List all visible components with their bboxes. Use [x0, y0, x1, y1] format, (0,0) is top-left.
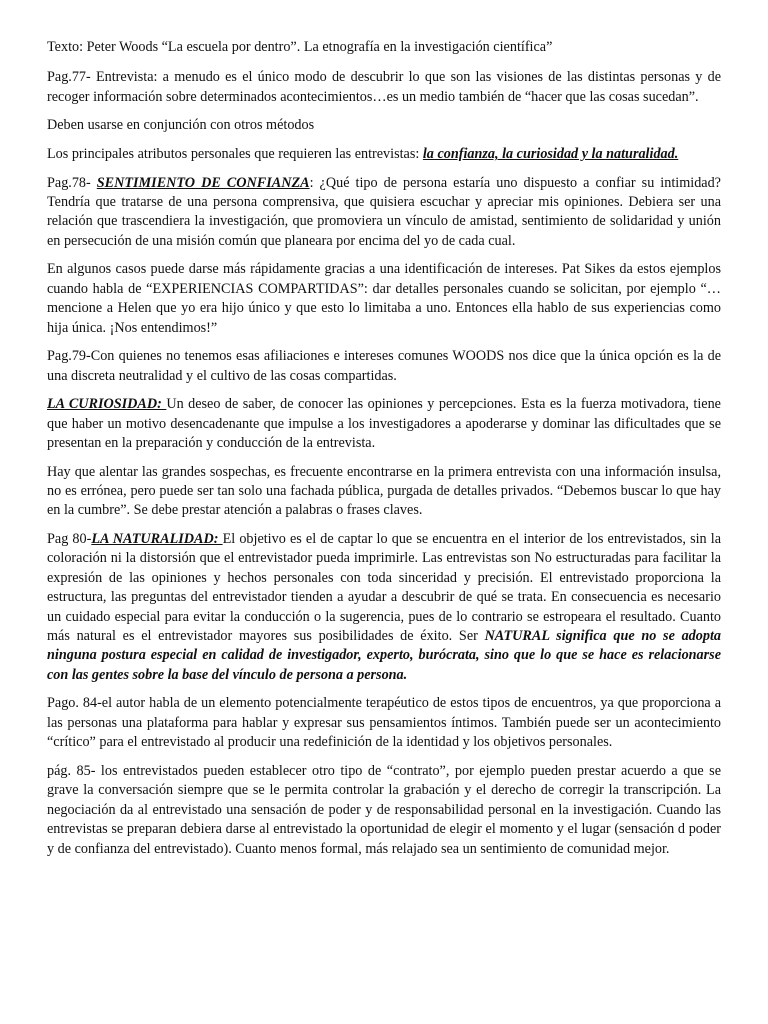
paragraph-atributos [47, 145, 721, 164]
paragraph-text: Un deseo de saber, de conocer las opiniones y percepciones. Esta es la fuerza motivadora, tiene que haber un motivo desencadenante que impulse a los investigadores a apoderarse y dominar las dificultades que se presentan en la preparación y conducción de la entrevista. [47, 396, 721, 452]
paragraph-text: Hay que alentar las grandes sospechas, es frecuente encontrarse en la primera entrevista con una información insulsa, no es errónea, pero puede ser tan solo una fachada pública, purgada de detalles privados. “Debemos buscar lo que hay en la cumbre”. Se debe prestar atención a palabras o frases claves. [47, 463, 721, 519]
section-heading-naturalidad: LA NATURALIDAD: [91, 531, 223, 548]
paragraph-text: Deben usarse en conjunción con otros métodos [47, 117, 315, 134]
paragraph-text: pág. 85- los entrevistados pueden establecer otro tipo de “contrato”, por ejemplo pueden prestar acuerdo a que se grave la conversación siempre que se le permita controlar la grabación y el derecho de corregir la transcripción. La negociación da al entrevistado una sensación de poder y de responsabilidad personal en la investigación. Cuando las entrevistas se preparan debiera darse al entrevistado la oportunidad de elegir el momento y el lugar (sensación d poder y de confianza del entrevistado). Cuanto menos formal, más relajado sea un sentimiento de comunidad mejor. [47, 762, 721, 857]
paragraph-text: Los principales atributos personales que requieren las entrevistas: [47, 146, 423, 162]
paragraph-text: Pag.79-Con quienes no tenemos esas afiliaciones e intereses comunes WOODS nos dice que la única opción es la de una discreta neutralidad y el cultivo de las cosas compartidas. [47, 348, 721, 384]
paragraph-entrevista [47, 68, 721, 107]
paragraph-naturalidad [47, 530, 721, 685]
paragraph-contrato [47, 762, 721, 859]
title-text: Texto: Peter Woods “La escuela por dentro”. La etnografía en la investigación científica” [47, 39, 553, 55]
natural-emphasis: NATURAL significa que no se adopta ninguna postura especial en calidad de investigador, experto, burócrata, sino que lo que se hace es relacionarse con las gentes sobre la base del vínculo de persona a persona. [47, 628, 721, 683]
paragraph-text: : ¿Qué tipo de persona estaría uno dispuesto a confiar su intimidad? Tendría que tratarse de una persona comprensiva, que quisiera escuchar y apreciar mis opiniones. Debiera ser una relación que trascendiera la investigación, que promoviera un vínculo de amistad, sentimiento de solidaridad y unión en persecución de una misión común que planeara por encima del yo de cada cual. [47, 174, 721, 249]
paragraph-experiencias [47, 260, 721, 338]
paragraph-text: Pago. 84-el autor habla de un elemento potencialmente terapéutico de estos tipos de encuentros, ya que proporciona a las personas una plataforma para hablar y expresar sus pensamientos íntimos. También puede ser un acontecimiento “crítico” para el entrevistado al producir una redefinición de la identidad y los objetivos personales. [47, 695, 721, 751]
paragraph-metodos [47, 116, 721, 135]
section-heading-curiosidad: LA CURIOSIDAD: [47, 396, 167, 413]
document-title-line [47, 38, 721, 57]
page-reference: Pag 80- [47, 531, 92, 548]
paragraph-terapeutico [47, 694, 721, 752]
paragraph-text: Pag.77- Entrevista: a menudo es el único modo de descubrir lo que son las visiones de las distintas personas y de recoger información sobre determinados acontecimientos…es un medio también de “hacer que las cosas sucedan”. [47, 69, 721, 105]
section-heading-confianza: SENTIMIENTO DE CONFIANZA [96, 174, 310, 191]
paragraph-text: En algunos casos puede darse más rápidamente gracias a una identificación de intereses. Pat Sikes da estos ejemplos cuando habla de “EXPERIENCIAS COMPARTIDAS”: dar detalles personales cuando se solicitan, por ejemplo “…mencione a Helen que yo era hijo único y que esto lo limitaba a uno. Entonces ella hablo de sus experiencias como hija única. ¡Nos entendimos!” [47, 261, 721, 336]
paragraph-sospechas [47, 463, 721, 521]
paragraph-curiosidad [47, 395, 721, 453]
paragraph-text: El objetivo es el de captar lo que se encuentra en el interior de los entrevistados, sin la coloración ni la distorsión que el entrevistador pueda imprimirle. Las entrevistas son No estructuradas para facilitar la expresión de las opiniones y hechos personales con toda sinceridad y precisión. El entrevistado proporciona la estructura, las preguntas del entrevistador tienden a ayudar a descubrir de qué se trata. En consecuencia es necesario un cuidado especial para evitar la conducción o la sugerencia, pues de lo contrario se estropeara el resultado. Cuanto más natural es el entrevistador mayores sus posibilidades de éxito. Ser [47, 531, 721, 645]
page-reference: Pag.78- [47, 174, 97, 191]
attributes-highlight: la confianza, la curiosidad y la naturalidad. [422, 146, 679, 162]
paragraph-confianza [47, 174, 721, 252]
paragraph-neutralidad [47, 347, 721, 386]
